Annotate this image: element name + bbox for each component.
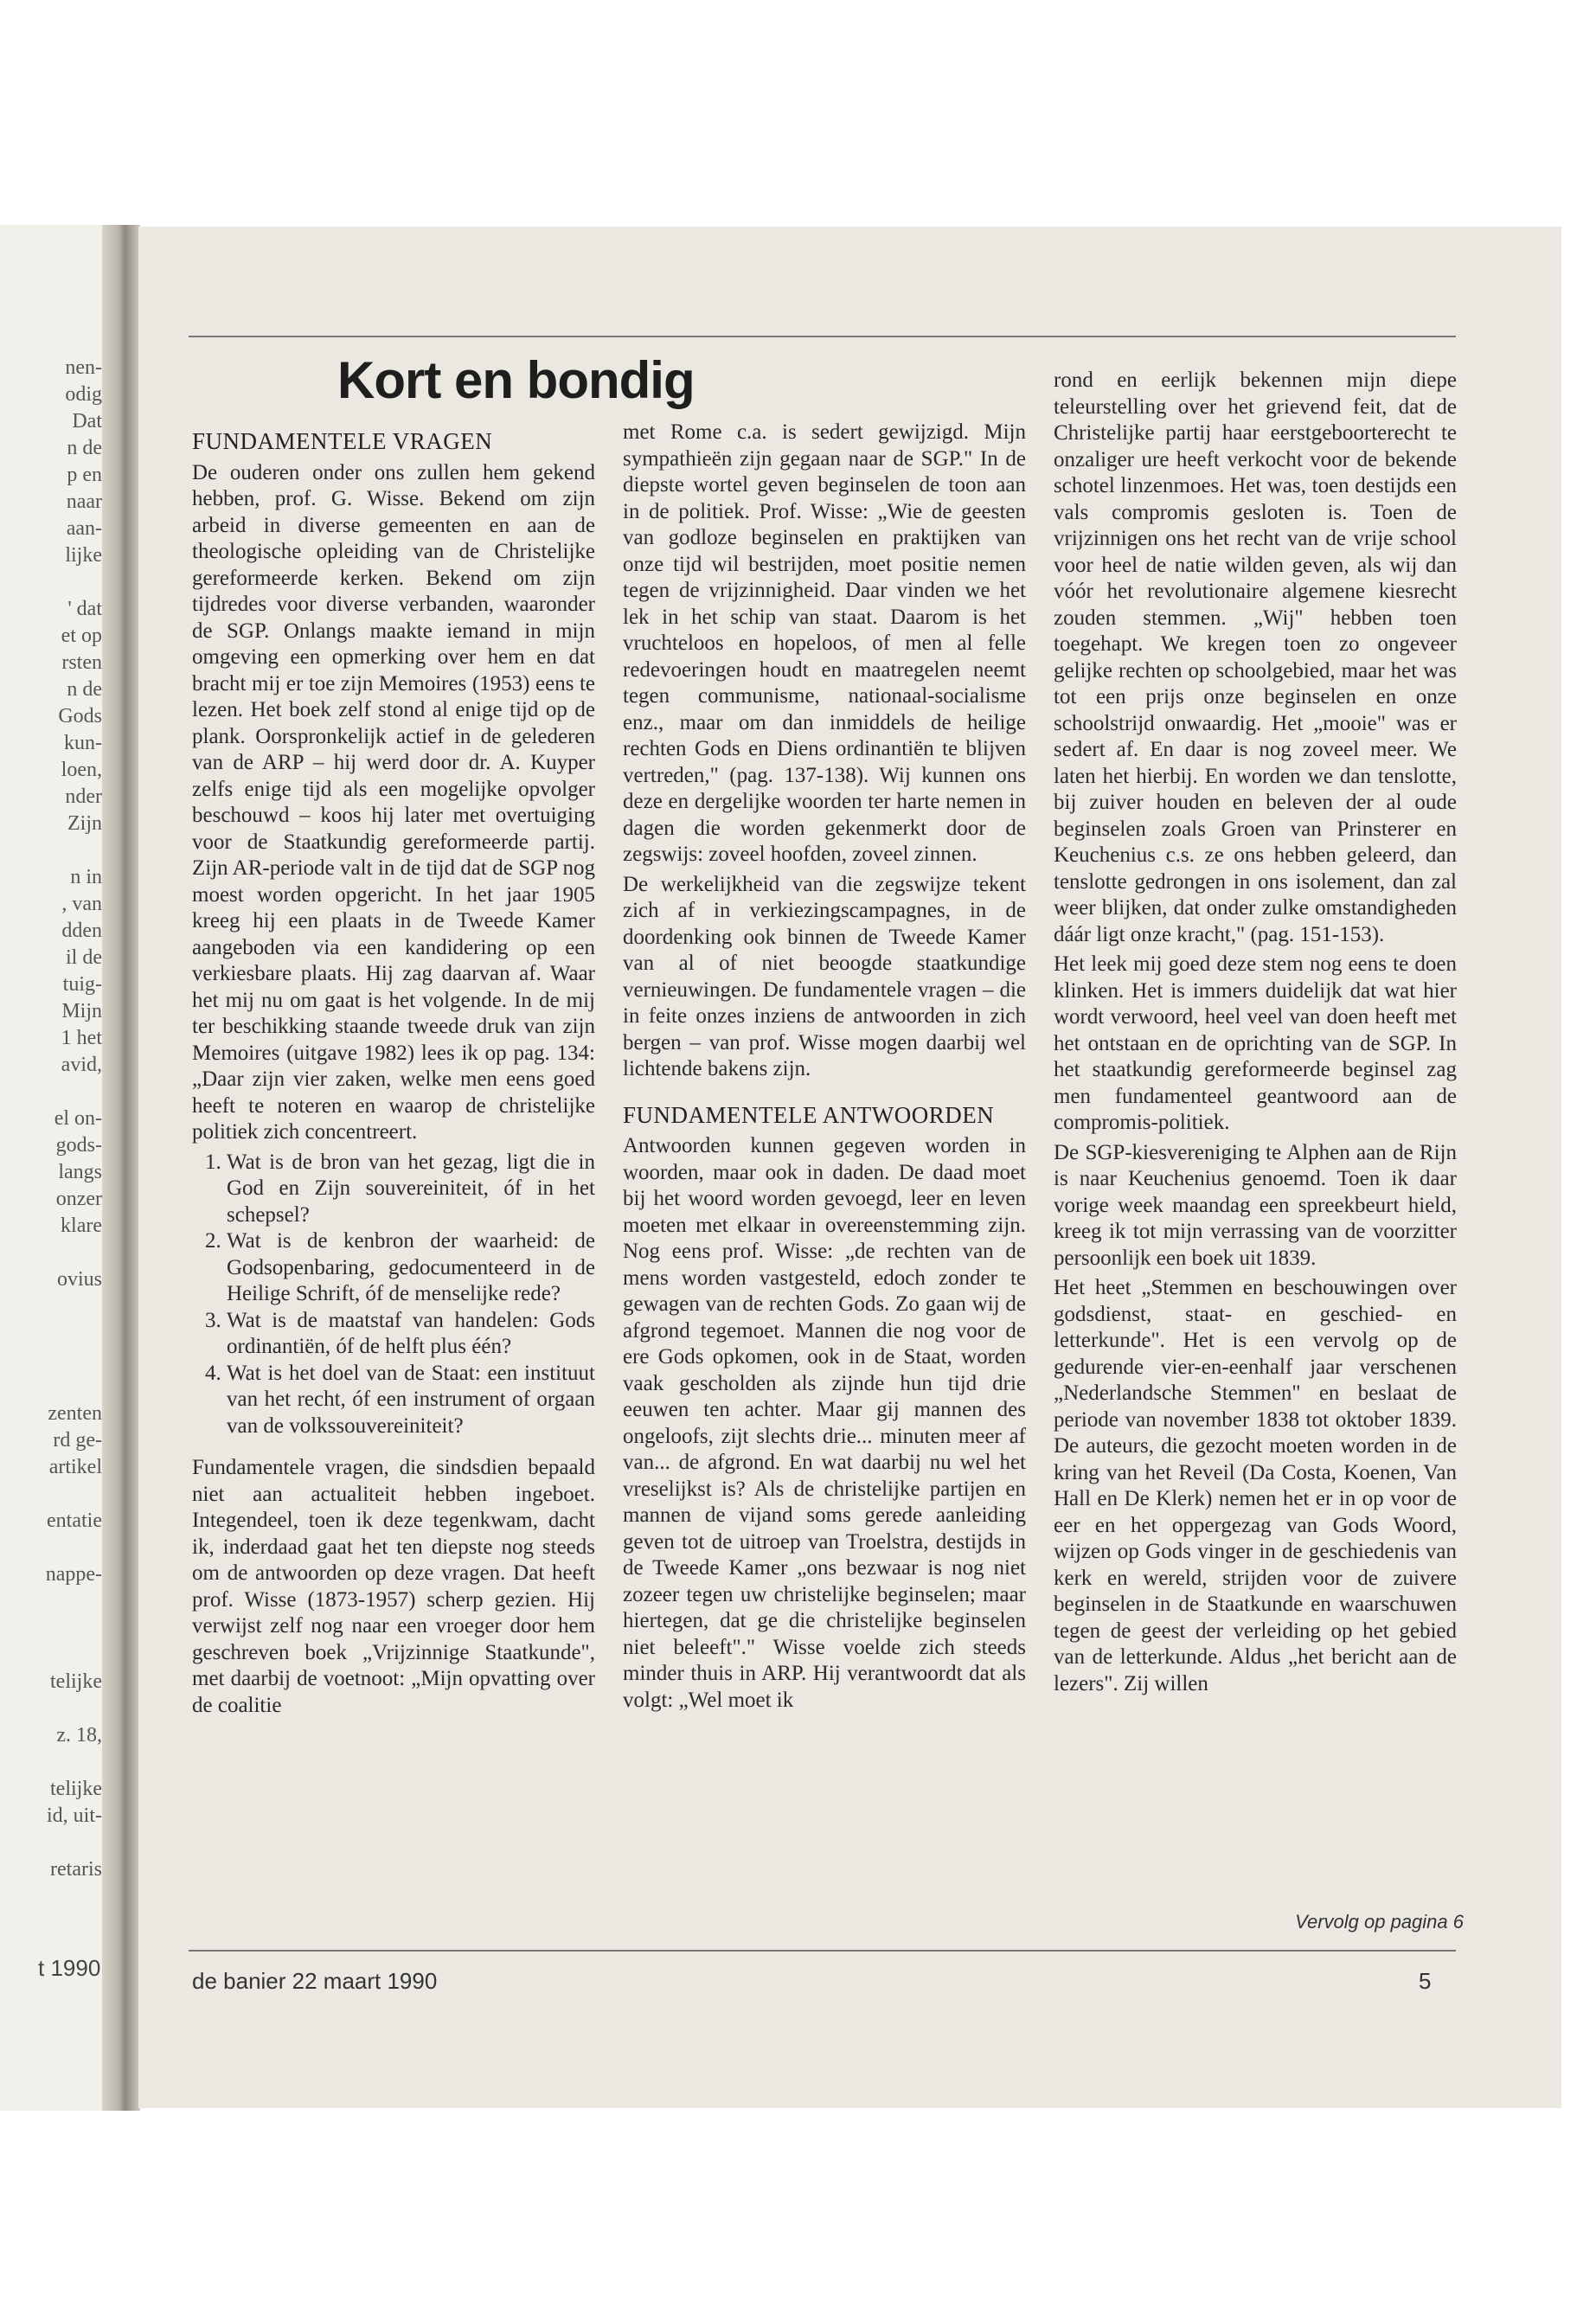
facing-page-fragment: onzer (55, 1188, 102, 1210)
facing-page-fragment: artikel (48, 1456, 102, 1478)
book-gutter (102, 225, 140, 2111)
fragment-gap (5, 1535, 102, 1561)
question-item: 3. Wat is de maatstaf van handelen: Gods ordinantiën, óf de helft plus één? (227, 1308, 595, 1361)
facing-page-fragment: retaris (50, 1858, 102, 1881)
continued-note: Vervolg op pagina 6 (1295, 1911, 1464, 1932)
facing-page-fragment: et op (61, 625, 102, 647)
facing-page-fragment: kun- (64, 732, 102, 754)
facing-page-fragment: n de (67, 437, 102, 459)
fragment-gap (5, 1320, 102, 1347)
facing-page-fragment: rsten (61, 651, 102, 674)
publication-footer: de banier 22 maart 1990 (192, 1968, 438, 1994)
facing-page-fragment: tuig- (62, 973, 102, 996)
column-3 (1054, 368, 1457, 1701)
paragraph: rond en eerlijk bekennen mijn diepe teleurstelling over het grievend feit, dat de Christelijke partij haar eerstgeboorterecht te onzaliger ure heeft verkocht voor de bekende schotel linzenmoes. Het was, toen destijds een vals compromis gesloten is. Toen de vrijzinnigen ons het recht van de vrije school voor heel de natie wilden geven, als wij dan vóór het revolutionaire algemene kiesrecht zouden stemmen. „Wij" hebben toen toegehapt. We kregen toen zo ongeveer gelijke rechten op schoolgebied, maar het was tot een prijs onze beginselen en onze schoolstrijd onwaardig. Het „mooie" was er sedert af. En daar is nog zoveel meer. We laten het hierbij. En worden we dan tenslotte, bij zuiver houden en beleven der al oude beginselen zoals Groen van Prinsterer en Keuchenius c.s. ze ons hebben geleerd, dan tenslotte gedrongen in ons isolement, dan zal weer blijken, dat onder zulke omstandigheden dáár ligt onze kracht," (pag. 151-153). (1054, 369, 1457, 946)
paragraph: Het heet „Stemmen en beschouwingen over godsdienst, staat- en geschied- en letterkunde". Het is een vervolg op de gedurende vier-en-eenhalf jaar verschenen „Nederlandsche Stemmen" en beslaat de periode van november 1838 tot oktober 1839. De auteurs, die gezocht moeten worden in de kring van het Reveil (Da Costa, Koenen, Van Hall en De Klerk) nemen het er in op voor de eer en het oppergezag van Gods Woord, wijzen op Gods vinger in de geschiedenis van kerk en wereld, strijden voor de zuivere beginselen in de Staatkunde en waarschuwen tegen de geest der verleiding op het gebied van de letterkunde. Aldus „het bericht aan de lezers". Zij willen (1054, 1276, 1457, 1695)
facing-page-fragment: ' dat (67, 598, 102, 620)
facing-page-fragment: z. 18, (56, 1724, 102, 1747)
fragment-gap (5, 1293, 102, 1320)
facing-page-fragment: nen- (65, 356, 102, 379)
facing-page-fragment: n de (67, 678, 102, 701)
facing-page-fragment: lijke (65, 544, 102, 567)
fragment-gap (5, 1079, 102, 1106)
facing-page-fragment: 1 het (61, 1027, 102, 1049)
facing-page-fragment: langs (58, 1161, 102, 1183)
article-title: Kort en bondig (337, 351, 695, 409)
paragraph: De werkelijkheid van die zegswijze tekent zich af in verkiezingscampagnes, in de doordenking ook binnen de Tweede Kamer van al of niet beoogde staatkundige vernieuwingen. De fundamentele vragen – die in feite onzes inziens de antwoorden in zich bergen – van prof. Wisse mogen daarbij wel lichtende bakens zijn. (623, 872, 1026, 1080)
fragment-gap (5, 1830, 102, 1856)
paragraph: met Rome c.a. is sedert gewijzigd. Mijn sympathieën zijn gegaan naar de SGP." In de diepste wortel geven beginselen de toon aan in de politiek. Prof. Wisse: „Wie de geesten van godloze beginselen en praktijken van onze tijd wil bestrijden, moet positie nemen tegen de vrijzinnigheid. Daar vinden we het lek in het schip van staat. Daarom is het vruchteloos en hopeloos, of men al felle redevoeringen houdt en maatregelen neemt tegen communisme, nationaal-socialisme enz., maar om dan inmiddels de heilige rechten Gods en Diens ordinantiën te blijven vertreden," (pag. 137-138). Wij kunnen ons deze en dergelijke woorden ter harte nemen in dagen die worden gekenmerkt door de zegswijs: zoveel hoofden, zoveel zinnen. (623, 420, 1026, 866)
facing-page-fragment: Mijn (61, 1000, 102, 1022)
bottom-rule (189, 1950, 1456, 1952)
facing-page-fragment: telijke (50, 1778, 102, 1800)
paragraph: Het leek mij goed deze stem nog eens te doen klinken. Het is immers duidelijk dat wat hier wordt verwoord, heel veel van doen heeft met het ontstaan en de oprichting van de SGP. In het staatkundig gereformeerde beginsel zag men fundamenteel geantwoord aan de compromis-politiek. (1054, 952, 1457, 1134)
top-rule (189, 336, 1456, 337)
paragraph: De ouderen onder ons zullen hem gekend hebben, prof. G. Wisse. Bekend om zijn arbeid in diverse gemeenten en aan de theologische opleiding van de Christelijke gereformeerde kerken. Bekend om zijn tijdredes voor diverse verbanden, waaronder de SGP. Onlangs maakte iemand in mijn omgeving een opmerking over hem en dat bracht mij er toe zijn Memoires (1953) eens te lezen. Het boek zelf stond al enige tijd op de plank. Oorspronkelijk actief in de gelederen van de ARP – hij werd door dr. A. Kuyper zelfs enige tijd als een mogelijke opvolger beschouwd – koos hij later met overtuiging voor de Staatkundig gereformeerde partij. Zijn AR-periode valt in de tijd dat de SGP nog moest worden opgericht. In het jaar 1905 kreeg hij een plaats in de Tweede Kamer aangeboden via een kandidering op een verkiesbare plaats. Hij zag daarvan af. Waar het mij nu om gaat is het volgende. In de mij ter beschikking staande tweede druk van zijn Memoires (uitgave 1982) lees ik op pag. 134: „Daar zijn vier zaken, welke men eens goed heeft te noteren en waarop de christelijke politiek zich concentreert. (192, 460, 595, 1144)
facing-page-fragment: zenten (48, 1402, 102, 1425)
facing-page-fragment: loen, (61, 759, 102, 781)
section-heading-answers: FUNDAMENTELE ANTWOORDEN (623, 1101, 995, 1128)
fragment-gap (5, 569, 102, 596)
facing-page-fragment: telijke (50, 1670, 102, 1693)
fragment-gap (5, 1642, 102, 1669)
column-1 (192, 428, 595, 1722)
facing-page-fragment: dden (61, 920, 102, 942)
fragment-gap (5, 1749, 102, 1776)
facing-page-fragment: Dat (72, 410, 102, 433)
section-heading-questions: FUNDAMENTELE VRAGEN (192, 428, 493, 454)
facing-page-fragment: p en (67, 464, 102, 486)
fragment-gap (5, 1588, 102, 1615)
fragment-gap (5, 1374, 102, 1400)
question-item: 1. Wat is de bron van het gezag, ligt die in God en Zijn souvereiniteit, óf in het schepsel? (227, 1150, 595, 1229)
facing-page-fragment: entatie (47, 1509, 102, 1532)
fragment-gap (5, 1481, 102, 1508)
facing-page-footer: t 1990 (38, 1955, 101, 1981)
paragraph: Fundamentele vragen, die sindsdien bepaald niet aan actualiteit hebben ingeboet. Integendeel, toen ik deze tegenkwam, dacht ik, inderdaad gaat het ten diepste nog steeds om de antwoorden op deze vragen. Dat heeft prof. Wisse (1873-1957) scherp gezien. Hij verwijst zelf nog naar een vroeger door hem geschreven boek „Vrijzinnige Staatkunde", met daarbij de voetnoot: „Mijn opvatting over de coalitie (192, 1456, 595, 1717)
facing-page-fragment: nder (65, 785, 102, 808)
fragment-gap (5, 1695, 102, 1722)
facing-page-fragment: gods- (55, 1134, 102, 1157)
facing-page-fragment: n in (70, 866, 102, 888)
facing-page-fragment: avid, (61, 1054, 102, 1076)
paragraph: Antwoorden kunnen gegeven worden in woorden, maar ook in daden. De daad moet bij het woord worden gevoegd, leer en leven moeten met elkaar in overeenstemming zijn. Nog eens prof. Wisse: „de rechten van de mens worden vastgesteld, edoch zonder te gewagen van de rechten Gods. Zo gaan wij de afgrond tegemoet. Mannen die nog voor de ere Gods opkomen, ook in de Staat, worden vaak gescholden als zijnde hun tijd drie eeuwen ten achter. Maar gij mannen des ongeloofs, zijt slechts drie... minuten meer af van... de afgrond. En wat daarbij nu wel het vreselijkst is? Als de christelijke partijen en mannen de vijand soms gerede aanleiding geven tot de uitroep van Troelstra, destijds in de Tweede Kamer „ons bezwaar is nog niet zozeer tegen uw christelijke beginselen; maar hiertegen, dat ge die christelijke beginselen niet beleeft"." Wisse voelde zich steeds minder thuis in ARP. Hij verantwoordt dat als volgt: „Wel moet ik (623, 1134, 1026, 1712)
paragraph: De SGP-kiesvereniging te Alphen aan de Rijn is naar Keuchenius genoemd. Toen ik daar vorige week maandag een spreekbeurt hield, kreeg ik tot mijn verrassing van de voorzitter persoonlijk een boek uit 1839. (1054, 1140, 1457, 1270)
facing-page-fragment: Gods (58, 705, 102, 727)
facing-page-fragment: rd ge- (53, 1429, 102, 1452)
facing-page-fragment: klare (61, 1215, 102, 1237)
question-list (192, 1150, 595, 1440)
facing-page-fragment: , van (61, 893, 102, 915)
facing-page-text (5, 355, 102, 1883)
facing-page-fragment: id, uit- (47, 1804, 102, 1827)
page-number: 5 (1419, 1968, 1432, 1994)
fragment-gap (5, 837, 102, 864)
question-item: 2. Wat is de kenbron der waarheid: de Godsopenbaring, gedocumenteerd in de Heilige Schrift, óf de menselijke rede? (227, 1228, 595, 1308)
facing-page (0, 225, 108, 2111)
facing-page-fragment: odig (65, 383, 102, 406)
facing-page-fragment: naar (66, 490, 102, 513)
facing-page-fragment: nappe- (45, 1563, 102, 1586)
question-item: 4. Wat is het doel van de Staat: een instituut van het recht, óf een instrument of orgaan van de volkssouvereiniteit? (227, 1361, 595, 1440)
facing-page-fragment: Zijn (67, 812, 102, 835)
facing-page-fragment: aan- (66, 517, 102, 540)
fragment-gap (5, 1240, 102, 1266)
facing-page-fragment: ovius (56, 1268, 102, 1291)
facing-page-fragment: el on- (54, 1107, 102, 1130)
column-2 (623, 420, 1026, 1717)
facing-page-fragment: il de (66, 946, 102, 969)
fragment-gap (5, 1615, 102, 1642)
fragment-gap (5, 1347, 102, 1374)
